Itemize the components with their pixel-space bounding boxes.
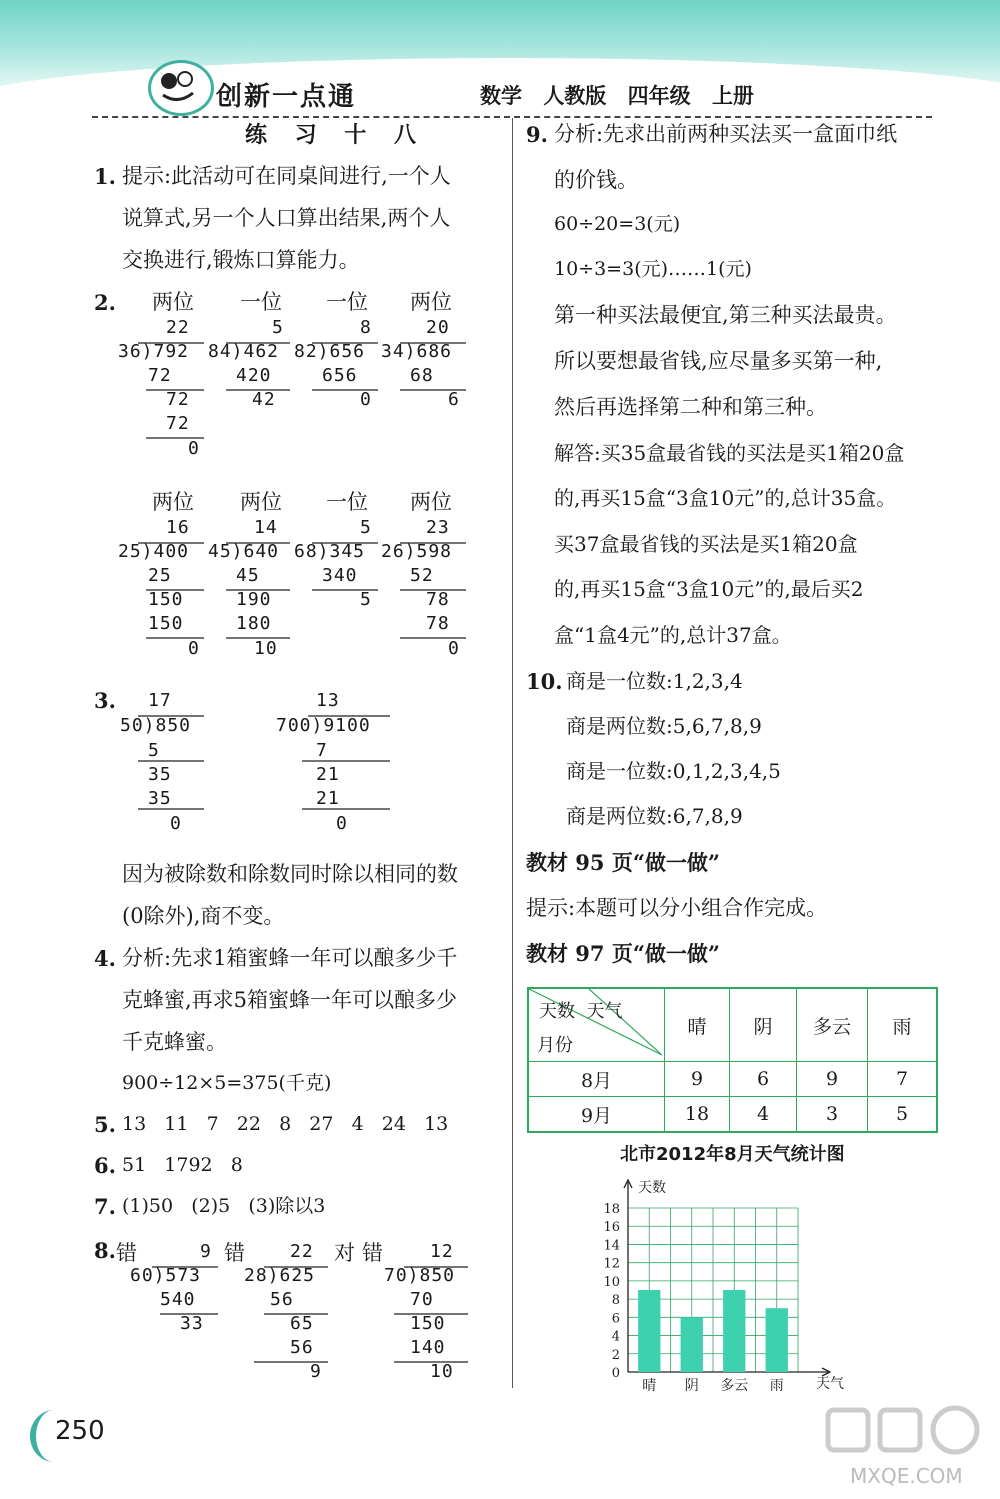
long-division-line: 140 [410, 1337, 446, 1358]
bar [766, 1308, 788, 1372]
long-division-line: 56 [290, 1337, 314, 1358]
long-division-line: 50)850 [120, 715, 192, 736]
table-cell: 7 [868, 1062, 938, 1097]
q10-line: 商是两位数:6,7,8,9 [566, 804, 743, 828]
q3-note: 因为被除数和除数同时除以相同的数 [122, 862, 458, 886]
q9-line: 买37盒最省钱的买法是买1箱20盒 [554, 532, 858, 556]
long-division-line: 21 [316, 788, 340, 809]
q1-line: 交换进行,锻炼口算能力。 [122, 248, 360, 272]
table-cell: 3 [797, 1097, 868, 1133]
table-cell: 9月 [528, 1097, 665, 1133]
q8-mark: 对 [334, 1241, 355, 1265]
q6-number: 6. [94, 1153, 116, 1178]
q9-line: 所以要想最省钱,应尽量多买第一种, [554, 349, 883, 373]
q5-answer: 13 11 7 22 8 27 4 24 13 [122, 1113, 449, 1135]
q7-number: 7. [94, 1194, 116, 1219]
q9-line: 60÷20=3(元) [554, 213, 681, 235]
q10-number: 10. [526, 669, 563, 694]
volume: 上册 [711, 84, 754, 108]
y-tick-label: 2 [611, 1347, 620, 1363]
q2-label: 一位 [326, 290, 368, 314]
division-lines [130, 1264, 490, 1374]
long-division-line: 72 [166, 413, 190, 434]
long-division-line: 16 [166, 517, 190, 538]
long-division-line: 72 [148, 365, 172, 386]
watermark [820, 1402, 990, 1492]
q9-line: 的,再买15盒“3盒10元”的,最后买2 [554, 577, 864, 601]
q2-label: 两位 [410, 490, 452, 514]
long-division-line: 10 [254, 638, 278, 659]
y-tick-label: 8 [611, 1293, 620, 1309]
table-corner-bottom: 月份 [537, 1035, 573, 1056]
textbook-95-title: 教材 95 页“做一做” [526, 850, 721, 875]
q2-label: 两位 [152, 290, 194, 314]
q9-line: 解答:买35盒最省钱的买法是买1箱20盒 [554, 441, 905, 465]
page-number: 250 [55, 1416, 105, 1446]
division-lines [118, 540, 498, 650]
long-division-line: 20 [426, 317, 450, 338]
q1-line: 说算式,另一个人口算出结果,两个人 [122, 206, 451, 230]
q4-line: 分析:先求1箱蜜蜂一年可以酿多少千 [122, 946, 458, 970]
long-division-line: 656 [322, 365, 358, 386]
long-division-line: 12 [430, 1241, 454, 1262]
long-division-line: 72 [166, 389, 190, 410]
long-division-line: 14 [254, 517, 278, 538]
y-tick-label: 14 [603, 1238, 620, 1254]
brand-title: 创新一点通 [216, 82, 357, 112]
long-division-line: 700)9100 [276, 715, 371, 736]
long-division-line: 45 [236, 565, 260, 586]
long-division-line: 33 [180, 1313, 204, 1334]
q8-mark: 错 [224, 1241, 245, 1265]
q9-line: 盒“1盒4元”的,总计37盒。 [554, 623, 792, 647]
table-cell: 6 [730, 1062, 797, 1097]
watermark-text: MXQE.COM [850, 1464, 963, 1488]
q9-line: 第一种买法最便宜,第三种买法最贵。 [554, 303, 897, 327]
long-division-line: 22 [166, 317, 190, 338]
long-division-line: 420 [236, 365, 272, 386]
long-division-line: 78 [426, 589, 450, 610]
table-corner-top: 天数 天气 [539, 1001, 623, 1022]
subject: 数学 [480, 84, 522, 108]
long-division-line: 5 [272, 317, 284, 338]
long-division-line: 25 [148, 565, 172, 586]
table-col-header: 雨 [868, 988, 938, 1062]
table-col-header: 阴 [730, 988, 797, 1062]
y-axis-label: 天数 [638, 1180, 666, 1196]
q5-number: 5. [94, 1112, 116, 1137]
book-meta [480, 80, 754, 110]
q10-line: 商是一位数:1,2,3,4 [566, 669, 743, 693]
q8-mark: 错 [362, 1241, 383, 1265]
q3-number: 3. [94, 688, 116, 713]
q9-line: 10÷3=3(元)……1(元) [554, 258, 752, 280]
long-division-line: 35 [148, 788, 172, 809]
long-division-line: 5 [360, 517, 372, 538]
table-col-header: 多云 [797, 988, 868, 1062]
y-tick-label: 10 [603, 1274, 620, 1290]
long-division-line: 70 [410, 1289, 434, 1310]
long-division-line: 150 [410, 1313, 446, 1334]
long-division-line: 0 [170, 813, 182, 834]
textbook-95-text: 提示:本题可以分小组合作完成。 [526, 896, 828, 920]
q1-number: 1. [94, 164, 116, 189]
long-division-line: 150 [148, 589, 184, 610]
y-tick-label: 4 [611, 1329, 620, 1345]
q4-equation: 900÷12×5=375(千克) [122, 1072, 332, 1094]
long-division-line: 0 [188, 638, 200, 659]
q6-answer: 51 1792 8 [122, 1154, 243, 1176]
long-division-line: 56 [270, 1289, 294, 1310]
q9-line: 分析:先求出前两种买法买一盒面巾纸 [554, 122, 898, 146]
table-col-header: 晴 [665, 988, 730, 1062]
long-division-line: 84)462 [208, 341, 280, 362]
x-tick-label: 阴 [684, 1378, 699, 1394]
q3-note: (0除外),商不变。 [122, 904, 285, 928]
q1-line: 提示:此活动可在同桌间进行,一个人 [122, 164, 451, 188]
long-division-line: 340 [322, 565, 358, 586]
division-lines [118, 713, 418, 813]
long-division-line: 0 [448, 638, 460, 659]
table-cell: 9 [665, 1062, 730, 1097]
long-division-line: 35 [148, 764, 172, 785]
long-division-line: 28)625 [244, 1265, 316, 1286]
table-cell: 18 [665, 1097, 730, 1133]
q10-line: 商是一位数:0,1,2,3,4,5 [566, 759, 781, 783]
long-division-line: 82)656 [294, 341, 366, 362]
q4-line: 千克蜂蜜。 [122, 1030, 227, 1054]
table-cell: 5 [868, 1097, 938, 1133]
textbook-97-title: 教材 97 页“做一做” [526, 941, 721, 966]
long-division-line: 36)792 [118, 341, 190, 362]
q4-number: 4. [94, 946, 116, 971]
long-division-line: 34)686 [381, 341, 453, 362]
y-tick-label: 16 [603, 1220, 620, 1236]
long-division-line: 13 [316, 690, 340, 711]
long-division-line: 45)640 [208, 541, 280, 562]
bar [723, 1290, 745, 1372]
y-tick-label: 12 [603, 1256, 620, 1272]
x-tick-label: 晴 [642, 1378, 657, 1394]
long-division-line: 0 [188, 438, 200, 459]
table-cell: 4 [730, 1097, 797, 1133]
bar-chart [590, 1176, 860, 1398]
column-divider [512, 118, 513, 1388]
brand-logo-icon [148, 60, 214, 116]
long-division-line: 10 [430, 1361, 454, 1382]
long-division-line: 9 [310, 1361, 322, 1382]
q2-label: 一位 [240, 290, 282, 314]
q9-line: 然后再选择第二种和第三种。 [554, 395, 827, 419]
long-division-line: 68 [410, 365, 434, 386]
q2-number: 2. [94, 290, 116, 315]
long-division-line: 65 [290, 1313, 314, 1334]
long-division-line: 9 [200, 1241, 212, 1262]
y-tick-label: 0 [611, 1366, 620, 1381]
division-lines [118, 340, 498, 450]
q7-answer: (1)50 (2)5 (3)除以3 [122, 1195, 326, 1217]
weather-table [527, 987, 938, 1133]
long-division-line: 6 [448, 389, 460, 410]
long-division-line: 78 [426, 613, 450, 634]
long-division-line: 52 [410, 565, 434, 586]
long-division-line: 190 [236, 589, 272, 610]
table-cell: 8月 [528, 1062, 665, 1097]
long-division-line: 540 [160, 1289, 196, 1310]
long-division-line: 0 [336, 813, 348, 834]
long-division-line: 70)850 [384, 1265, 456, 1286]
bar [638, 1290, 660, 1372]
long-division-line: 60)573 [130, 1265, 202, 1286]
q2-label: 两位 [240, 490, 282, 514]
long-division-line: 150 [148, 613, 184, 634]
long-division-line: 5 [148, 740, 160, 761]
q9-line: 的价钱。 [554, 168, 638, 192]
table-cell: 9 [797, 1062, 868, 1097]
chart-title: 北市2012年8月天气统计图 [620, 1144, 845, 1165]
long-division-line: 17 [148, 690, 172, 711]
x-tick-label: 雨 [769, 1378, 784, 1394]
edition: 人教版 [543, 84, 607, 108]
q8-number: 8. [94, 1238, 116, 1263]
table-row [528, 1062, 937, 1097]
q10-line: 商是两位数:5,6,7,8,9 [566, 714, 762, 738]
q9-line: 的,再买15盒“3盒10元”的,总计35盒。 [554, 486, 897, 510]
long-division-line: 0 [360, 389, 372, 410]
long-division-line: 42 [252, 389, 276, 410]
q2-label: 两位 [152, 490, 194, 514]
q9-number: 9. [526, 122, 548, 147]
section-title: 练 习 十 八 [245, 122, 426, 148]
x-axis-label: 天气 [816, 1376, 844, 1392]
long-division-line: 7 [316, 740, 328, 761]
q8-mark: 错 [116, 1241, 137, 1265]
long-division-line: 5 [360, 589, 372, 610]
q2-label: 两位 [410, 290, 452, 314]
long-division-line: 8 [360, 317, 372, 338]
bar [681, 1317, 703, 1372]
q2-label: 一位 [326, 490, 368, 514]
y-tick-label: 6 [611, 1311, 620, 1327]
q4-line: 克蜂蜜,再求5箱蜜蜂一年可以酿多少 [122, 988, 458, 1012]
long-division-line: 26)598 [381, 541, 453, 562]
table-corner-header [528, 988, 665, 1062]
grade: 四年级 [627, 84, 691, 108]
long-division-line: 23 [426, 517, 450, 538]
y-tick-label: 18 [603, 1202, 620, 1217]
long-division-line: 21 [316, 764, 340, 785]
long-division-line: 22 [290, 1241, 314, 1262]
table-row [528, 1097, 937, 1133]
long-division-line: 68)345 [294, 541, 366, 562]
long-division-line: 25)400 [118, 541, 190, 562]
x-tick-label: 多云 [720, 1378, 749, 1394]
long-division-line: 180 [236, 613, 272, 634]
